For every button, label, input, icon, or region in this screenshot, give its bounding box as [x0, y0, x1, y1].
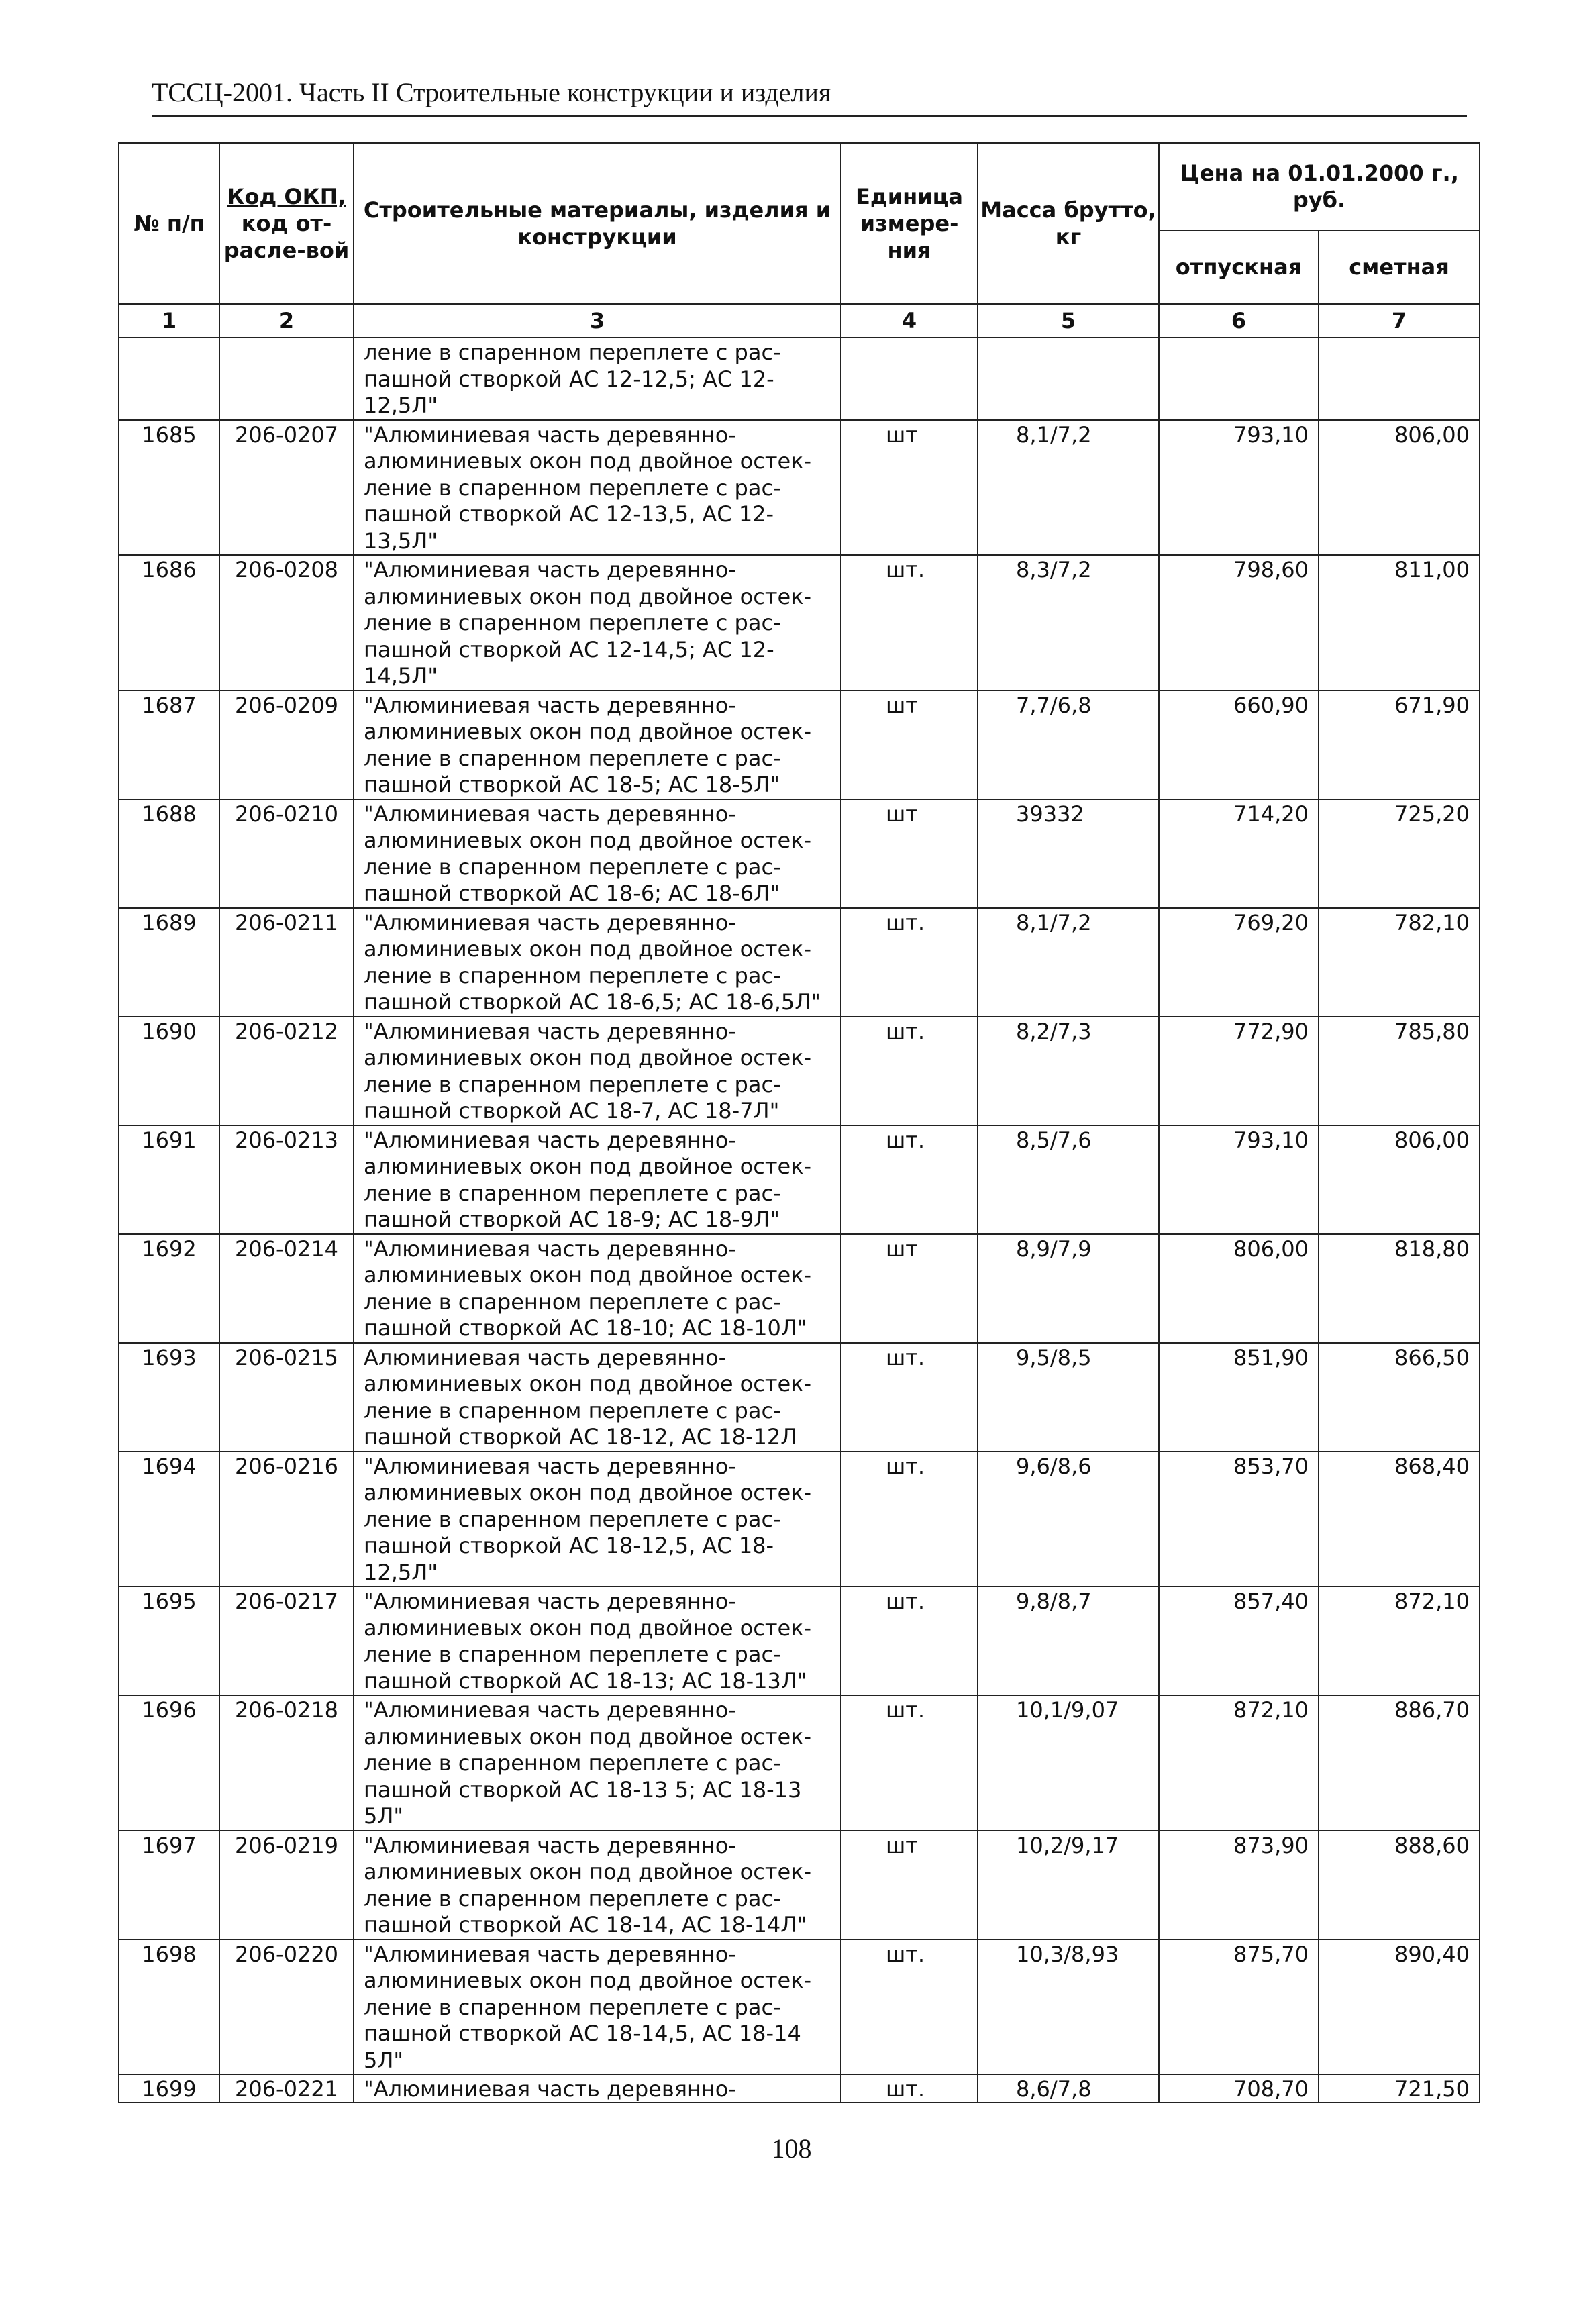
table-row [119, 1695, 1480, 1831]
row-unit: шт [841, 1831, 978, 1939]
running-title: ТССЦ-2001. Часть II Строительные конструкции и изделия [152, 77, 831, 107]
row-number: 1693 [119, 1343, 219, 1452]
table-row [119, 799, 1480, 908]
row-mass: 8,2/7,3 [978, 1017, 1159, 1125]
col-number-4: 4 [841, 304, 978, 338]
row-mass: 7,7/6,8 [978, 691, 1159, 799]
row-unit: шт. [841, 1695, 978, 1831]
row-mass: 9,5/8,5 [978, 1343, 1159, 1452]
row-code: 206-0220 [219, 1939, 354, 2075]
row-mass: 10,2/9,17 [978, 1831, 1159, 1939]
row-price-estimate: 872,10 [1319, 1586, 1480, 1695]
row-description: "Алюминиевая часть деревянно-алюминиевых окон под двойное остек-ление в спаренном переплете с рас-пашной створкой АС 18-10; АС 18-10Л" [354, 1234, 841, 1343]
row-price-release: 772,90 [1159, 1017, 1319, 1125]
row-price-estimate: 806,00 [1319, 420, 1480, 556]
row-number: 1697 [119, 1831, 219, 1939]
col-number-6: 6 [1159, 304, 1319, 338]
row-unit: шт. [841, 908, 978, 1017]
row-code: 206-0209 [219, 691, 354, 799]
table-row [119, 1343, 1480, 1452]
row-description: "Алюминиевая часть деревянно-алюминиевых окон под двойное остек-ление в спаренном переплете с рас-пашной створкой АС 18-5; АС 18-5Л" [354, 691, 841, 799]
row-price-estimate: 886,70 [1319, 1695, 1480, 1831]
row-price-release: 793,10 [1159, 1125, 1319, 1234]
row-mass: 10,3/8,93 [978, 1939, 1159, 2075]
table-row [119, 1452, 1480, 1587]
row-number: 1690 [119, 1017, 219, 1125]
col-number-2: 2 [219, 304, 354, 338]
col-header-price-estimate: сметная [1319, 230, 1480, 304]
row-mass: 8,9/7,9 [978, 1234, 1159, 1343]
row-code: 206-0216 [219, 1452, 354, 1587]
row-price-release: 660,90 [1159, 691, 1319, 799]
row-code: 206-0219 [219, 1831, 354, 1939]
page-number: 108 [771, 2133, 812, 2164]
table-row [119, 691, 1480, 799]
continuation-row [119, 338, 1480, 420]
row-number: 1698 [119, 1939, 219, 2075]
row-description: "Алюминиевая часть деревянно-алюминиевых окон под двойное остек-ление в спаренном переплете с рас-пашной створкой АС 18-14,5, АС 18-14 5Л" [354, 1939, 841, 2075]
table-row [119, 1017, 1480, 1125]
row-number: 1689 [119, 908, 219, 1017]
col-header-price-group: Цена на 01.01.2000 г., руб. [1159, 143, 1480, 230]
row-price-release: 851,90 [1159, 1343, 1319, 1452]
row-price-estimate: 888,60 [1319, 1831, 1480, 1939]
col-header-materials: Строительные материалы, изделия и конструкции [354, 143, 841, 304]
row-code: 206-0215 [219, 1343, 354, 1452]
row-description: "Алюминиевая часть деревянно-алюминиевых окон под двойное остек-ление в спаренном переплете с рас-пашной створкой АС 12-14,5; АС 12-14,5Л" [354, 555, 841, 691]
row-number: 1692 [119, 1234, 219, 1343]
row-code: 206-0217 [219, 1586, 354, 1695]
row-price-estimate: 890,40 [1319, 1939, 1480, 2075]
row-price-estimate: 671,90 [1319, 691, 1480, 799]
row-unit: шт. [841, 1343, 978, 1452]
row-unit: шт [841, 1234, 978, 1343]
table-row [119, 1586, 1480, 1695]
row-description: "Алюминиевая часть деревянно-алюминиевых окон под двойное остек-ление в спаренном переплете с рас-пашной створкой АС 18-6; АС 18-6Л" [354, 799, 841, 908]
row-price-release: 873,90 [1159, 1831, 1319, 1939]
row-mass: 8,1/7,2 [978, 908, 1159, 1017]
row-mass: 8,1/7,2 [978, 420, 1159, 556]
row-description: "Алюминиевая часть деревянно-алюминиевых окон под двойное остек-ление в спаренном переплете с рас-пашной створкой АС 18-12,5, АС 18-12,5Л" [354, 1452, 841, 1587]
row-number: 1687 [119, 691, 219, 799]
row-description: "Алюминиевая часть деревянно-алюминиевых окон под двойное остек-ление в спаренном переплете с рас-пашной створкой АС 18-9; АС 18-9Л" [354, 1125, 841, 1234]
row-number: 1688 [119, 799, 219, 908]
col-number-7: 7 [1319, 304, 1480, 338]
col-header-num: № п/п [119, 143, 219, 304]
row-price-estimate: 782,10 [1319, 908, 1480, 1017]
row-unit: шт. [841, 1125, 978, 1234]
row-number: 1699 [119, 2074, 219, 2103]
row-description: "Алюминиевая часть деревянно-алюминиевых окон под двойное остек-ление в спаренном переплете с рас-пашной створкой АС 18-14, АС 18-14Л" [354, 1831, 841, 1939]
row-price-release: 853,70 [1159, 1452, 1319, 1587]
row-price-release: 708,70 [1159, 2074, 1319, 2103]
row-code: 206-0211 [219, 908, 354, 1017]
row-price-release: 793,10 [1159, 420, 1319, 556]
row-code: 206-0207 [219, 420, 354, 556]
row-mass: 8,6/7,8 [978, 2074, 1159, 2103]
row-description: "Алюминиевая часть деревянно-алюминиевых окон под двойное остек-ление в спаренном переплете с рас-пашной створкой АС 18-13 5; АС 18-13 5Л" [354, 1695, 841, 1831]
row-description: "Алюминиевая часть деревянно- [354, 2074, 841, 2103]
col-header-code [219, 143, 354, 304]
running-header [152, 72, 1467, 117]
table-row [119, 1831, 1480, 1939]
row-mass: 9,8/8,7 [978, 1586, 1159, 1695]
row-unit: шт [841, 691, 978, 799]
table-body [119, 338, 1480, 2103]
col-number-1: 1 [119, 304, 219, 338]
row-description: Алюминиевая часть деревянно-алюминиевых окон под двойное остек-ление в спаренном переплете с рас-пашной створкой АС 18-12, АС 18-12Л [354, 1343, 841, 1452]
table-row [119, 2074, 1480, 2103]
table-row [119, 555, 1480, 691]
row-price-release: 875,70 [1159, 1939, 1319, 2075]
row-description: "Алюминиевая часть деревянно-алюминиевых окон под двойное остек-ление в спаренном переплете с рас-пашной створкой АС 18-13; АС 18-13Л" [354, 1586, 841, 1695]
row-number: 1685 [119, 420, 219, 556]
row-unit: шт. [841, 1452, 978, 1587]
row-price-estimate: 866,50 [1319, 1343, 1480, 1452]
row-price-estimate: 811,00 [1319, 555, 1480, 691]
row-price-estimate: 721,50 [1319, 2074, 1480, 2103]
row-code: 206-0210 [219, 799, 354, 908]
row-price-estimate: 785,80 [1319, 1017, 1480, 1125]
row-code: 206-0214 [219, 1234, 354, 1343]
row-price-release: 806,00 [1159, 1234, 1319, 1343]
row-price-release: 798,60 [1159, 555, 1319, 691]
row-number: 1686 [119, 555, 219, 691]
row-mass: 9,6/8,6 [978, 1452, 1159, 1587]
row-unit: шт. [841, 555, 978, 691]
row-code: 206-0213 [219, 1125, 354, 1234]
row-unit: шт. [841, 2074, 978, 2103]
row-price-release: 714,20 [1159, 799, 1319, 908]
table-row [119, 1939, 1480, 2075]
row-price-estimate: 818,80 [1319, 1234, 1480, 1343]
col-number-5: 5 [978, 304, 1159, 338]
row-mass: 8,5/7,6 [978, 1125, 1159, 1234]
table-row [119, 1125, 1480, 1234]
row-unit: шт. [841, 1017, 978, 1125]
continuation-text: ление в спаренном переплете с рас-пашной створкой АС 12-12,5; АС 12-12,5Л" [354, 338, 841, 420]
row-price-release: 872,10 [1159, 1695, 1319, 1831]
row-description: "Алюминиевая часть деревянно-алюминиевых окон под двойное остек-ление в спаренном переплете с рас-пашной створкой АС 18-7, АС 18-7Л" [354, 1017, 841, 1125]
row-unit: шт [841, 420, 978, 556]
col-number-3: 3 [354, 304, 841, 338]
price-table [118, 142, 1480, 2103]
col-header-price-release: отпускная [1159, 230, 1319, 304]
col-header-code-branch: код от-расле-вой [223, 211, 350, 263]
row-price-estimate: 725,20 [1319, 799, 1480, 908]
row-code: 206-0221 [219, 2074, 354, 2103]
row-code: 206-0212 [219, 1017, 354, 1125]
col-header-unit: Единица измере-ния [841, 143, 978, 304]
row-unit: шт. [841, 1586, 978, 1695]
row-mass: 8,3/7,2 [978, 555, 1159, 691]
row-number: 1691 [119, 1125, 219, 1234]
row-price-release: 857,40 [1159, 1586, 1319, 1695]
row-unit: шт. [841, 1939, 978, 2075]
col-header-code-okp: Код ОКП, [227, 184, 346, 209]
row-unit: шт [841, 799, 978, 908]
row-code: 206-0208 [219, 555, 354, 691]
row-description: "Алюминиевая часть деревянно-алюминиевых окон под двойное остек-ление в спаренном переплете с рас-пашной створкой АС 12-13,5, АС 12-13,5Л" [354, 420, 841, 556]
row-number: 1695 [119, 1586, 219, 1695]
row-mass: 10,1/9,07 [978, 1695, 1159, 1831]
row-number: 1694 [119, 1452, 219, 1587]
table-row [119, 420, 1480, 556]
row-description: "Алюминиевая часть деревянно-алюминиевых окон под двойное остек-ление в спаренном переплете с рас-пашной створкой АС 18-6,5; АС 18-6,5Л" [354, 908, 841, 1017]
row-number: 1696 [119, 1695, 219, 1831]
row-mass: 39332 [978, 799, 1159, 908]
row-price-estimate: 868,40 [1319, 1452, 1480, 1587]
table-row [119, 1234, 1480, 1343]
table-row [119, 908, 1480, 1017]
row-code: 206-0218 [219, 1695, 354, 1831]
row-price-release: 769,20 [1159, 908, 1319, 1017]
col-header-mass: Масса брутто, кг [978, 143, 1159, 304]
row-price-estimate: 806,00 [1319, 1125, 1480, 1234]
